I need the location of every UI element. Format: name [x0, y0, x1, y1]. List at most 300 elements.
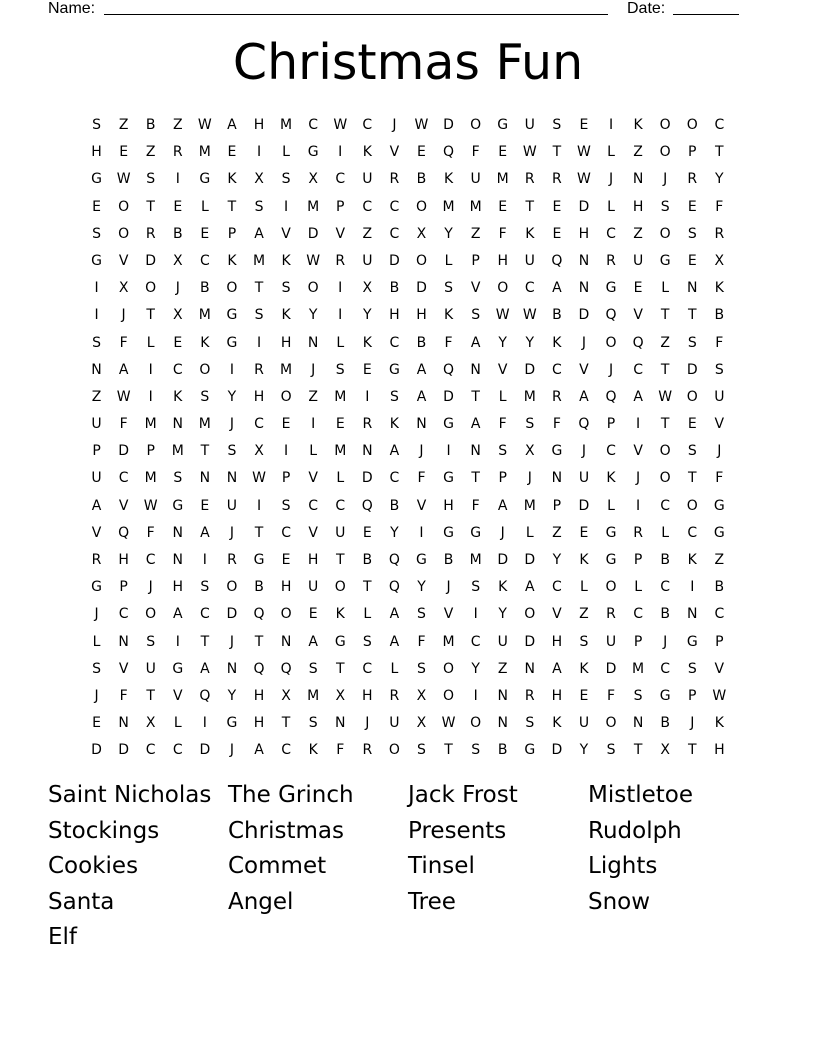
grid-letter: F: [552, 416, 561, 433]
grid-letter: E: [200, 497, 210, 514]
grid-letter: G: [91, 252, 102, 269]
grid-letter: O: [686, 497, 698, 514]
grid-letter: C: [714, 606, 725, 623]
grid-letter: U: [335, 524, 346, 541]
grid-letter: V: [552, 606, 562, 623]
grid-letter: C: [145, 742, 156, 759]
grid-letter: E: [687, 252, 697, 269]
grid-letter: S: [308, 660, 318, 677]
grid-letter: R: [389, 687, 400, 704]
grid-letter: V: [172, 687, 183, 704]
grid-letter: N: [118, 715, 129, 732]
grid-row: [83, 250, 733, 277]
grid-letter: H: [578, 225, 590, 242]
grid-letter: W: [197, 117, 212, 133]
grid-row: [83, 712, 733, 739]
grid-letter: E: [552, 198, 562, 215]
grid-letter: T: [254, 633, 264, 650]
grid-letter: J: [94, 687, 99, 704]
grid-letter: M: [198, 416, 211, 433]
grid-letter: N: [199, 470, 211, 487]
grid-letter: D: [91, 742, 102, 759]
grid-letter: E: [498, 144, 508, 161]
grid-letter: J: [636, 470, 641, 487]
grid-letter: T: [444, 742, 453, 759]
grid-letter: C: [145, 552, 156, 568]
grid-letter: Z: [91, 388, 102, 405]
grid-letter: X: [281, 687, 291, 704]
grid-row: [83, 522, 733, 549]
grid-letter: M: [334, 443, 347, 460]
grid-letter: N: [497, 715, 508, 732]
grid-letter: T: [200, 443, 210, 460]
grid-letter: A: [525, 579, 535, 596]
grid-letter: E: [173, 198, 183, 215]
word-list-item: Lights: [588, 853, 658, 880]
grid-letter: X: [335, 687, 346, 704]
grid-letter: L: [92, 633, 101, 650]
grid-letter: K: [633, 117, 643, 133]
grid-letter: F: [606, 687, 616, 704]
grid-letter: H: [632, 198, 644, 215]
grid-letter: C: [308, 497, 319, 514]
grid-letter: T: [254, 280, 264, 297]
grid-letter: U: [632, 252, 644, 269]
grid-letter: P: [119, 579, 128, 596]
grid-letter: Z: [172, 117, 183, 133]
grid-letter: I: [473, 687, 478, 704]
grid-letter: Y: [227, 687, 237, 704]
grid-letter: J: [608, 361, 614, 378]
grid-letter: B: [389, 497, 400, 514]
grid-letter: S: [92, 225, 101, 242]
grid-letter: J: [690, 715, 695, 732]
grid-row: [83, 495, 733, 522]
grid-letter: T: [227, 198, 237, 215]
grid-letter: V: [714, 660, 725, 677]
grid-letter: A: [200, 524, 210, 541]
grid-letter: A: [172, 606, 183, 623]
grid-letter: A: [389, 443, 400, 460]
grid-letter: W: [441, 715, 456, 732]
grid-row: [83, 168, 733, 195]
grid-letter: E: [119, 144, 129, 161]
grid-letter: U: [362, 252, 373, 269]
grid-row: [83, 114, 733, 141]
grid-letter: D: [145, 252, 157, 269]
grid-letter: A: [552, 660, 562, 677]
grid-letter: U: [714, 388, 725, 405]
grid-letter: E: [417, 144, 426, 161]
grid-letter: G: [307, 144, 319, 161]
grid-letter: M: [442, 633, 455, 650]
grid-letter: J: [581, 443, 587, 460]
grid-letter: N: [470, 443, 481, 460]
grid-letter: T: [633, 742, 643, 759]
grid-letter: X: [714, 252, 725, 269]
grid-letter: J: [663, 171, 668, 188]
grid-letter: O: [470, 117, 482, 133]
grid-letter: Z: [633, 225, 643, 242]
grid-letter: S: [552, 117, 562, 133]
grid-letter: U: [578, 470, 590, 487]
grid-letter: K: [552, 715, 562, 732]
grid-letter: I: [284, 198, 289, 215]
grid-letter: N: [172, 524, 184, 541]
grid-row: [83, 685, 733, 712]
grid-letter: G: [470, 524, 482, 541]
grid-row: [83, 359, 733, 386]
grid-letter: D: [524, 552, 536, 568]
grid-letter: G: [713, 497, 725, 514]
grid-letter: M: [442, 198, 455, 215]
grid-letter: K: [714, 280, 724, 297]
grid-letter: O: [659, 117, 671, 133]
grid-letter: K: [714, 715, 724, 732]
grid-letter: J: [94, 606, 99, 623]
grid-letter: N: [118, 633, 129, 650]
grid-letter: H: [389, 307, 400, 324]
grid-letter: S: [389, 388, 399, 405]
grid-letter: N: [172, 552, 184, 568]
grid-letter: R: [687, 171, 698, 188]
grid-letter: I: [94, 307, 99, 324]
grid-letter: N: [335, 715, 346, 732]
grid-letter: E: [579, 524, 589, 541]
grid-letter: X: [118, 280, 129, 297]
grid-letter: K: [308, 742, 318, 759]
grid-letter: U: [226, 497, 238, 514]
grid-letter: J: [365, 715, 370, 732]
grid-letter: C: [714, 117, 725, 133]
grid-letter: L: [390, 660, 399, 677]
grid-letter: X: [254, 443, 264, 460]
grid-letter: C: [281, 524, 291, 541]
grid-letter: I: [148, 361, 153, 378]
grid-letter: V: [633, 443, 643, 460]
grid-letter: T: [687, 742, 697, 759]
grid-letter: G: [686, 633, 698, 650]
grid-letter: S: [173, 470, 183, 487]
grid-letter: C: [172, 361, 183, 378]
grid-letter: L: [580, 579, 588, 596]
grid-letter: J: [121, 307, 126, 324]
grid-letter: E: [92, 715, 101, 732]
grid-letter: W: [522, 144, 537, 161]
grid-letter: K: [498, 579, 508, 596]
grid-letter: P: [281, 470, 291, 487]
grid-letter: N: [470, 361, 481, 378]
grid-letter: F: [715, 198, 724, 215]
word-list-item: Jack Frost: [408, 782, 518, 808]
grid-letter: V: [91, 524, 102, 541]
grid-letter: N: [226, 660, 238, 677]
grid-letter: M: [171, 443, 184, 460]
grid-letter: O: [605, 715, 617, 732]
grid-letter: Y: [444, 225, 453, 242]
grid-letter: E: [362, 524, 372, 541]
grid-letter: G: [172, 497, 184, 514]
grid-letter: Q: [280, 660, 292, 677]
grid-letter: I: [94, 280, 99, 297]
word-list-item: Stockings: [48, 817, 160, 844]
grid-letter: G: [91, 171, 102, 188]
grid-letter: I: [636, 416, 641, 433]
grid-letter: U: [605, 633, 617, 650]
word-list-item: Angel: [228, 888, 294, 915]
grid-letter: N: [687, 606, 698, 623]
grid-letter: S: [471, 742, 481, 759]
grid-letter: T: [660, 307, 670, 324]
grid-letter: H: [551, 687, 563, 704]
grid-letter: W: [333, 117, 348, 133]
grid-letter: G: [334, 633, 346, 650]
grid-letter: X: [524, 443, 535, 460]
grid-letter: Y: [579, 742, 589, 759]
grid-letter: M: [307, 198, 320, 215]
grid-letter: G: [226, 307, 238, 324]
grid-letter: C: [633, 361, 643, 378]
grid-letter: Y: [417, 579, 426, 596]
grid-letter: Z: [308, 388, 318, 405]
grid-letter: Q: [632, 334, 644, 351]
word-list-item: Snow: [588, 888, 651, 915]
grid-letter: S: [498, 443, 508, 460]
grid-letter: A: [389, 633, 400, 650]
grid-letter: T: [146, 198, 155, 215]
grid-letter: A: [200, 660, 210, 677]
grid-letter: E: [687, 416, 697, 433]
grid-letter: C: [389, 334, 400, 351]
grid-letter: J: [148, 579, 153, 596]
grid-letter: H: [253, 388, 265, 405]
grid-letter: Q: [578, 416, 590, 433]
grid-letter: S: [200, 388, 210, 405]
grid-letter: L: [363, 606, 372, 623]
grid-letter: M: [144, 416, 157, 433]
grid-letter: T: [363, 579, 372, 596]
grid-letter: D: [443, 388, 454, 405]
grid-letter: K: [443, 171, 454, 188]
grid-letter: W: [306, 252, 321, 269]
grid-letter: K: [552, 334, 562, 351]
grid-letter: D: [226, 606, 238, 623]
grid-letter: O: [199, 361, 211, 378]
grid-letter: D: [686, 361, 698, 378]
grid-letter: T: [687, 307, 697, 324]
grid-letter: N: [307, 334, 319, 351]
grid-letter: S: [254, 307, 264, 324]
grid-row: [83, 603, 733, 630]
grid-letter: I: [256, 497, 262, 514]
grid-letter: U: [578, 715, 590, 732]
grid-letter: T: [281, 715, 291, 732]
grid-letter: M: [198, 144, 211, 161]
grid-letter: F: [119, 687, 128, 704]
grid-row: [83, 658, 733, 685]
grid-letter: O: [280, 606, 292, 623]
grid-letter: P: [498, 470, 507, 487]
grid-letter: R: [606, 606, 616, 623]
grid-letter: I: [229, 361, 234, 378]
grid-letter: Y: [227, 388, 237, 405]
grid-letter: H: [362, 687, 373, 704]
grid-letter: C: [551, 579, 562, 596]
grid-row: [83, 739, 733, 766]
grid-letter: G: [416, 552, 427, 568]
grid-letter: W: [414, 117, 429, 133]
grid-letter: W: [577, 144, 591, 161]
grid-letter: V: [335, 225, 346, 242]
grid-letter: D: [416, 280, 427, 297]
grid-letter: L: [634, 579, 642, 596]
grid-letter: Q: [118, 524, 130, 541]
grid-letter: S: [606, 742, 616, 759]
grid-letter: V: [579, 361, 589, 378]
grid-letter: J: [229, 416, 234, 433]
grid-letter: Y: [498, 334, 507, 351]
grid-letter: H: [91, 144, 102, 161]
grid-letter: H: [551, 633, 563, 650]
grid-letter: J: [419, 443, 424, 460]
grid-letter: H: [280, 334, 292, 351]
grid-letter: K: [362, 334, 372, 351]
grid-letter: L: [200, 198, 209, 215]
grid-letter: J: [392, 117, 397, 133]
grid-letter: M: [307, 687, 320, 704]
grid-letter: H: [253, 687, 265, 704]
word-list-item: Presents: [408, 817, 507, 844]
grid-row: [83, 196, 733, 223]
grid-letter: X: [416, 225, 427, 242]
grid-letter: D: [578, 497, 590, 514]
grid-letter: X: [416, 715, 427, 732]
grid-letter: F: [336, 742, 345, 759]
grid-letter: I: [148, 388, 153, 405]
grid-letter: Q: [253, 660, 265, 677]
grid-letter: Q: [605, 307, 617, 324]
grid-letter: G: [497, 117, 509, 133]
grid-letter: L: [444, 252, 453, 269]
grid-letter: W: [252, 470, 266, 487]
grid-letter: J: [663, 633, 668, 650]
grid-letter: I: [256, 334, 262, 351]
grid-row: [83, 440, 733, 467]
grid-letter: S: [687, 443, 697, 460]
grid-letter: D: [605, 660, 617, 677]
grid-letter: O: [659, 144, 671, 161]
grid-letter: F: [498, 225, 507, 242]
grid-letter: B: [362, 552, 373, 568]
grid-letter: C: [389, 470, 400, 487]
grid-letter: T: [660, 361, 670, 378]
grid-letter: E: [281, 552, 291, 568]
grid-letter: J: [527, 470, 532, 487]
grid-letter: C: [118, 470, 129, 487]
grid-letter: G: [659, 252, 671, 269]
grid-letter: B: [389, 280, 400, 297]
grid-letter: I: [175, 633, 180, 650]
grid-letter: K: [687, 552, 697, 568]
grid-letter: I: [175, 171, 180, 188]
grid-letter: R: [172, 144, 183, 161]
grid-letter: L: [309, 443, 318, 460]
grid-letter: I: [690, 579, 695, 596]
grid-letter: V: [389, 144, 400, 161]
grid-letter: K: [227, 171, 237, 188]
grid-letter: O: [659, 443, 671, 460]
grid-letter: E: [335, 416, 345, 433]
grid-letter: S: [417, 660, 426, 677]
grid-letter: C: [389, 225, 400, 242]
grid-letter: H: [714, 742, 725, 759]
grid-letter: H: [172, 579, 184, 596]
grid-letter: X: [254, 171, 264, 188]
grid-letter: I: [365, 388, 370, 405]
grid-letter: U: [145, 660, 156, 677]
grid-letter: T: [660, 416, 670, 433]
grid-letter: X: [172, 307, 183, 324]
grid-letter: E: [200, 225, 210, 242]
grid-letter: J: [229, 633, 234, 650]
grid-letter: U: [524, 252, 535, 269]
grid-letter: W: [522, 307, 537, 324]
grid-letter: T: [552, 144, 562, 161]
grid-letter: D: [307, 225, 319, 242]
grid-letter: B: [660, 606, 670, 623]
grid-letter: Z: [714, 552, 725, 568]
grid-letter: R: [389, 171, 400, 188]
grid-letter: D: [389, 252, 400, 269]
grid-letter: H: [280, 579, 292, 596]
grid-letter: B: [443, 552, 454, 568]
grid-letter: G: [713, 524, 725, 541]
grid-letter: U: [470, 171, 481, 188]
grid-letter: C: [199, 252, 210, 269]
grid-letter: B: [714, 307, 725, 324]
grid-letter: A: [227, 117, 237, 133]
grid-letter: R: [254, 361, 264, 378]
grid-letter: Z: [470, 225, 481, 242]
grid-letter: N: [91, 361, 102, 378]
grid-letter: B: [254, 579, 264, 596]
grid-letter: C: [687, 524, 698, 541]
grid-letter: T: [335, 552, 345, 568]
grid-letter: K: [281, 252, 291, 269]
grid-letter: O: [118, 198, 130, 215]
grid-letter: G: [605, 280, 617, 297]
grid-letter: T: [471, 470, 480, 487]
grid-letter: G: [172, 660, 184, 677]
grid-letter: C: [281, 742, 291, 759]
name-label: Name:: [48, 0, 96, 17]
grid-letter: C: [362, 198, 373, 215]
grid-letter: A: [254, 225, 264, 242]
grid-letter: U: [91, 416, 102, 433]
grid-letter: L: [173, 715, 182, 732]
grid-letter: M: [334, 388, 347, 405]
word-list-item: Tinsel: [408, 853, 475, 880]
grid-letter: W: [658, 388, 673, 405]
grid-letter: M: [469, 552, 482, 568]
grid-letter: N: [226, 470, 238, 487]
grid-letter: Q: [253, 606, 265, 623]
grid-letter: J: [717, 443, 722, 460]
grid-letter: Z: [552, 524, 562, 541]
grid-letter: R: [227, 552, 237, 568]
grid-letter: F: [715, 470, 724, 487]
grid-letter: M: [523, 388, 536, 405]
